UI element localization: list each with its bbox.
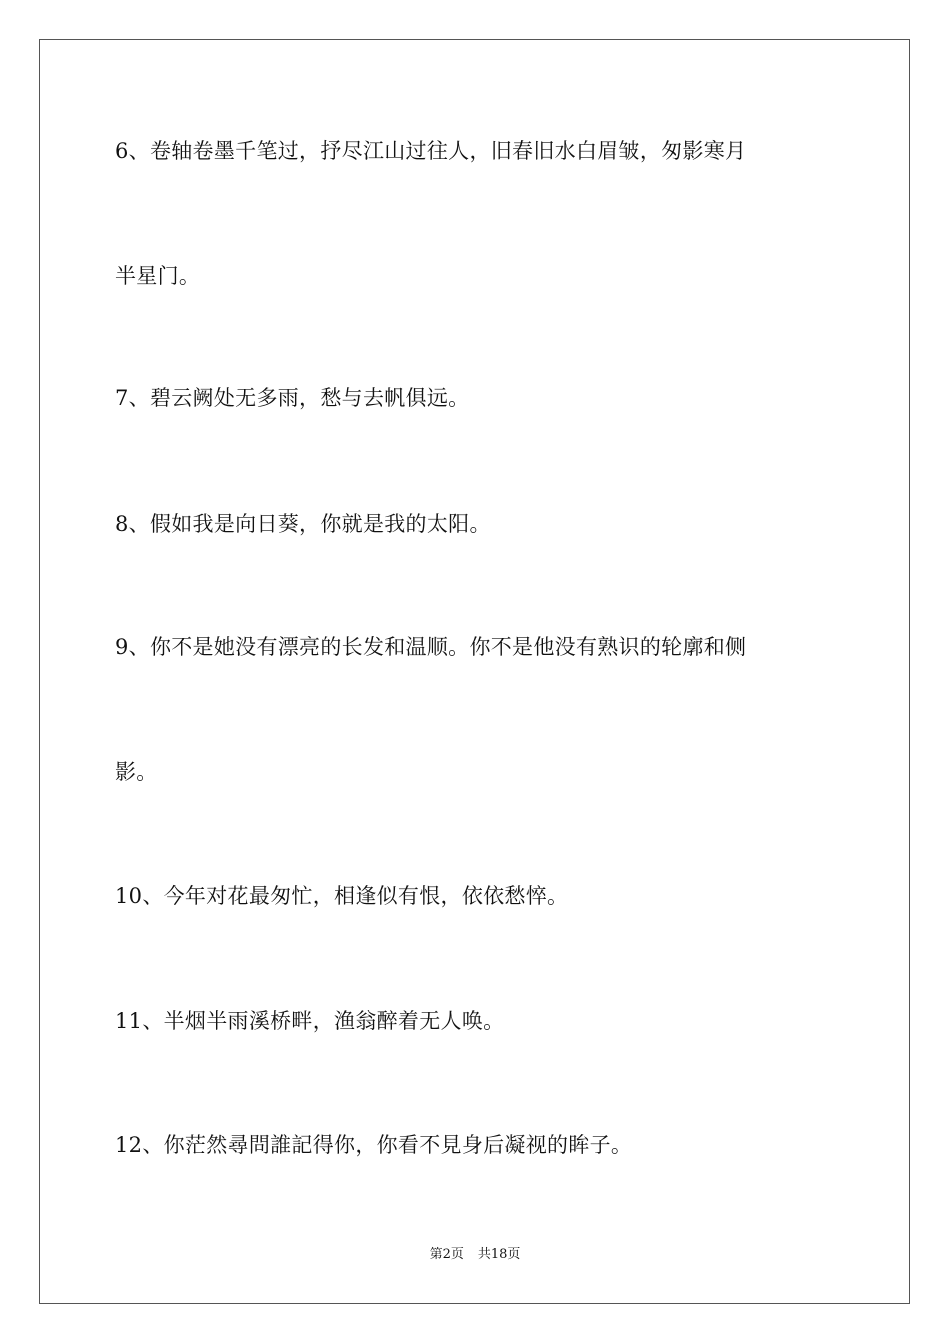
text-line: 12、你茫然尋問誰記得你，你看不見身后凝视的眸子。 — [115, 1133, 633, 1157]
text-line: 11、半烟半雨溪桥畔，渔翁醉着无人唤。 — [115, 1009, 505, 1033]
text-line: 半星门。 — [115, 264, 201, 288]
text-line: 8、假如我是向日葵，你就是我的太阳。 — [115, 512, 491, 536]
text-line: 影。 — [115, 760, 158, 784]
text-line: 10、今年对花最匆忙，相逢似有恨，依依愁悴。 — [115, 884, 569, 908]
text-line: 7、碧云阙处无多雨，愁与去帆俱远。 — [115, 386, 470, 410]
text-line: 9、你不是她没有漂亮的长发和温顺。你不是他没有熟识的轮廓和侧 — [115, 635, 747, 659]
text-line: 6、卷轴卷墨千笔过，抒尽江山过往人，旧春旧水白眉皱，匆影寒月 — [115, 139, 747, 163]
page-frame — [39, 39, 910, 1304]
page-number: 第2页 — [429, 1247, 464, 1262]
page-total: 共18页 — [477, 1247, 521, 1262]
page-footer — [0, 1246, 950, 1264]
